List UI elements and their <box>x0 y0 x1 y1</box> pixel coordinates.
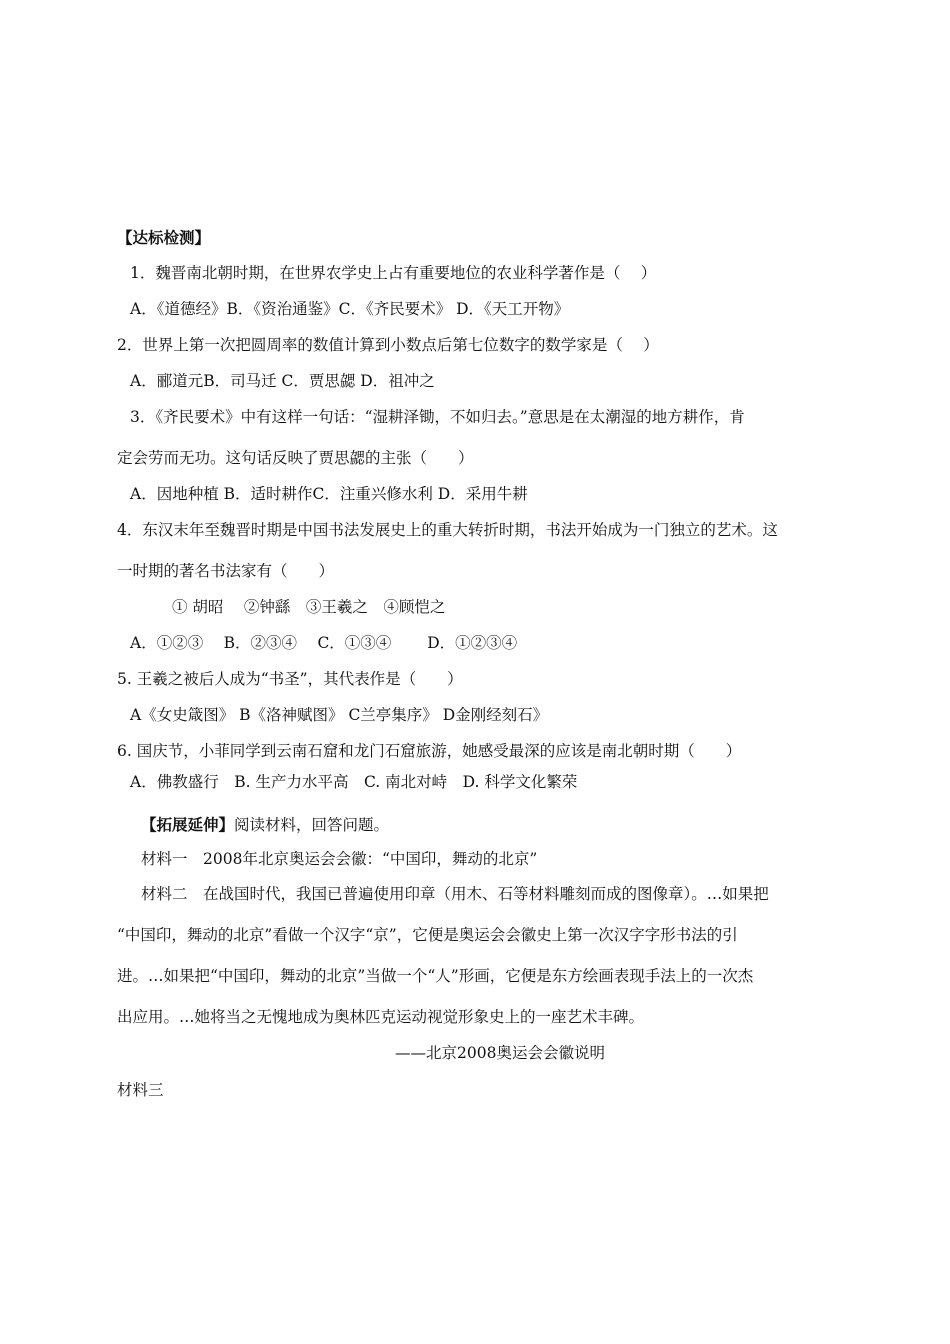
material-1: 材料一 2008年北京奥运会会徽：“中国印，舞动的北京” <box>141 850 538 868</box>
question-4-stem-line2: 一时期的著名书法家有（ ） <box>117 562 335 580</box>
question-3-options: A．因地种植 B．适时耕作C．注重兴修水利 D．采用牛耕 <box>130 485 528 503</box>
question-4-stem-line1: 4．东汉末年至魏晋时期是中国书法发展史上的重大转折时期，书法开始成为一门独立的艺术。这 <box>117 521 778 539</box>
question-3-stem-line2: 定会劳而无功。这句话反映了贾思勰的主张（ ） <box>117 449 474 467</box>
question-2-stem: 2．世界上第一次把圆周率的数值计算到小数点后第七位数字的数学家是（ ） <box>117 336 659 354</box>
question-2-options: A．郦道元B．司马迁 C．贾思勰 D．祖冲之 <box>130 372 435 390</box>
question-6-stem: 6. 国庆节，小菲同学到云南石窟和龙门石窟旅游，她感受最深的应该是南北朝时期（ ） <box>117 742 742 760</box>
section-extend-intro: 阅读材料，回答问题。 <box>234 816 390 834</box>
material-2-source: ——北京2008奥运会会徽说明 <box>395 1044 605 1062</box>
question-5-stem: 5. 王羲之被后人成为“书圣”，其代表作是（ ） <box>117 670 463 688</box>
material-2-line1: 材料二 在战国时代，我国已普遍使用印章（用木、石等材料雕刻而成的图像章）。…如果把 <box>141 885 769 903</box>
question-1-options: A．《道德经》B．《资治通鉴》C．《齐民要术》 D．《天工开物》 <box>130 300 570 318</box>
section-title-extend: 【拓展延伸】 <box>141 815 235 834</box>
material-2-line3: 进。…如果把“中国印，舞动的北京”当做一个“人”形画，它便是东方绘画表现手法上的一次杰 <box>117 967 754 985</box>
question-5-options: A《女史箴图》 B《洛神赋图》 C兰亭集序》 D金刚经刻石》 <box>130 706 549 724</box>
section-extend <box>141 815 389 835</box>
section-title-check: 【达标检测】 <box>117 228 211 247</box>
question-3-stem-line1: 3．《齐民要术》中有这样一句话：“湿耕泽锄，不如归去。”意思是在太潮湿的地方耕作，肯 <box>130 408 745 426</box>
material-2-line4: 出应用。…她将当之无愧地成为奥林匹克运动视觉形象史上的一座艺术丰碑。 <box>117 1008 645 1026</box>
material-3-label: 材料三 <box>117 1081 164 1099</box>
question-6-options: A．佛教盛行 B. 生产力水平高 C. 南北对峙 D. 科学文化繁荣 <box>130 773 578 791</box>
material-2-line2: “中国印，舞动的北京”看做一个汉字“京”，它便是奥运会会徽史上第一次汉字字形书法的引 <box>117 926 738 944</box>
question-4-choices: ① 胡昭 ②钟繇 ③王羲之 ④顾恺之 <box>172 598 446 616</box>
question-4-options: A．①②③ B．②③④ C．①③④ D．①②③④ <box>130 634 518 652</box>
question-1-stem: 1．魏晋南北朝时期，在世界农学史上占有重要地位的农业科学著作是（ ） <box>130 264 657 282</box>
